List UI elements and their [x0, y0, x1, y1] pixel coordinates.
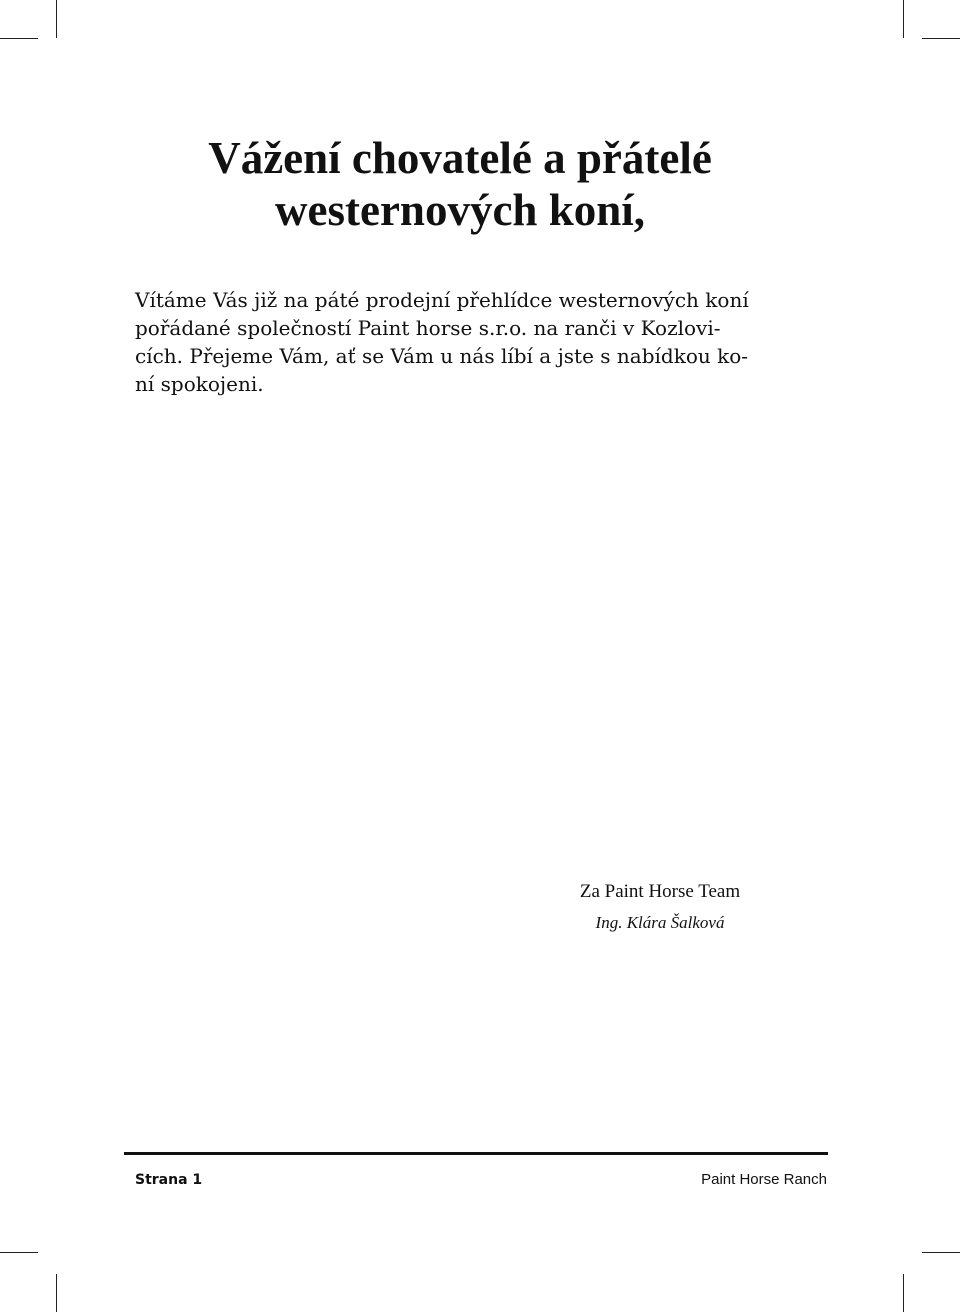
- crop-mark-top-right-vertical: [903, 0, 904, 38]
- intro-line-2: pořádané společností Paint horse s.r.o. na ranči v Kozlovi-: [135, 316, 721, 340]
- intro-line-1: Vítáme Vás již na páté prodejní přehlídce westernových koní: [135, 288, 749, 312]
- signature-name: Ing. Klára Šalková: [595, 913, 725, 932]
- intro-line-3: cích. Přejeme Vám, ať se Vám u nás líbí a jste s nabídkou ko-: [135, 344, 749, 368]
- footer-publication-name: Paint Horse Ranch: [701, 1171, 827, 1188]
- signature-team: Za Paint Horse Team: [579, 881, 741, 902]
- title-line-1: Vážení chovatelé a přátelé: [208, 133, 712, 183]
- footer-divider: [124, 1152, 828, 1155]
- crop-mark-top-right-horizontal: [922, 38, 960, 39]
- crop-mark-top-left-horizontal: [0, 38, 38, 39]
- title-line-2: westernových koní,: [275, 185, 645, 235]
- crop-mark-top-left-vertical: [56, 0, 57, 38]
- intro-line-4: ní spokojeni.: [135, 372, 264, 396]
- crop-mark-bottom-left-vertical: [56, 1274, 57, 1312]
- page-title: [0, 132, 920, 236]
- crop-mark-bottom-right-vertical: [903, 1274, 904, 1312]
- crop-mark-bottom-left-horizontal: [0, 1252, 38, 1253]
- crop-mark-bottom-right-horizontal: [922, 1252, 960, 1253]
- intro-paragraph: [135, 286, 785, 398]
- footer-page-label: Strana 1: [135, 1172, 203, 1188]
